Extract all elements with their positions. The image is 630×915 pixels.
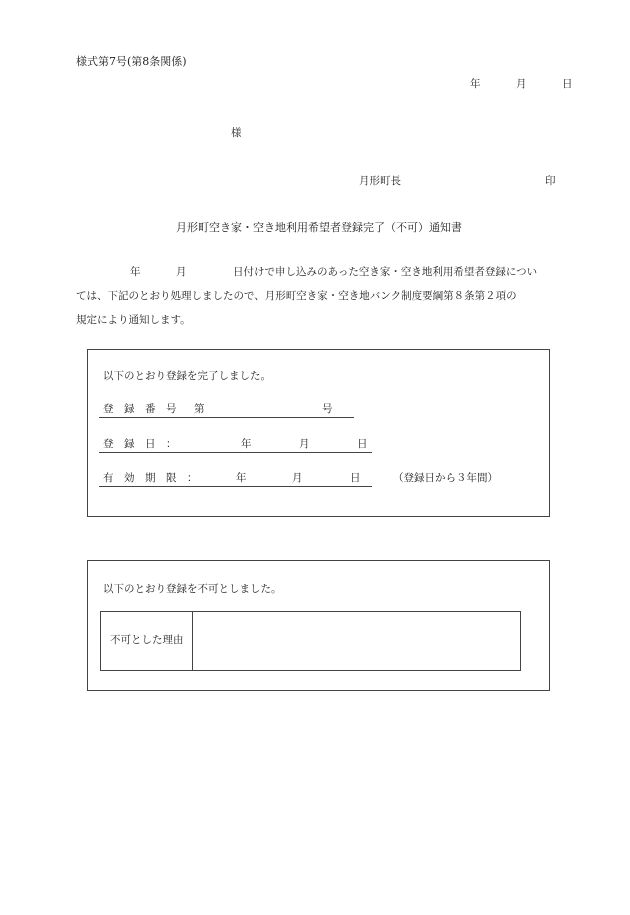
registration-date-label: 登 録 日 ： (103, 438, 177, 450)
completed-heading: 以下のとおり登録を完了しました。 (103, 370, 271, 382)
date-day-label: 日 (562, 78, 573, 90)
registration-date-month: 月 (299, 438, 310, 450)
registration-date-underline (99, 452, 372, 453)
sender-title: 月形町長 (359, 175, 401, 187)
registration-number-underline (99, 417, 354, 418)
seal-mark: 印 (545, 175, 556, 187)
rejection-reason-label: 不可とした理由 (110, 634, 184, 646)
document-title: 月形町空き家・空き地利用希望者登録完了（不可）通知書 (176, 221, 462, 234)
validity-year: 年 (236, 472, 247, 484)
date-month-label: 月 (516, 78, 527, 90)
body-line-1: 日付けで申し込みのあった空き家・空き地利用希望者登録につい (233, 266, 538, 278)
addressee-honorific: 様 (231, 127, 242, 139)
registration-number-label: 登 録 番 号 (103, 403, 177, 415)
registration-date-year: 年 (241, 438, 252, 450)
body-line-2: ては、下記のとおり処理しましたので、月形町空き家・空き地バンク制度要綱第８条第２項の (76, 290, 517, 302)
validity-month: 月 (292, 472, 303, 484)
date-year-label: 年 (470, 78, 481, 90)
validity-note: （登録日から３年間） (393, 472, 498, 484)
validity-underline (99, 486, 372, 487)
body-month-label: 月 (176, 266, 187, 278)
registration-number-suffix: 号 (322, 403, 333, 415)
body-line-3: 規定により通知します。 (76, 314, 191, 326)
rejection-reason-divider (192, 611, 193, 671)
validity-day: 日 (350, 472, 361, 484)
registration-date-day: 日 (357, 438, 368, 450)
validity-period-label: 有 効 期 限 ： (103, 472, 198, 484)
body-year-label: 年 (130, 266, 141, 278)
rejected-heading: 以下のとおり登録を不可としました。 (103, 583, 282, 595)
registration-number-prefix: 第 (194, 403, 205, 415)
form-number: 様式第7号(第8条関係) (76, 55, 187, 68)
